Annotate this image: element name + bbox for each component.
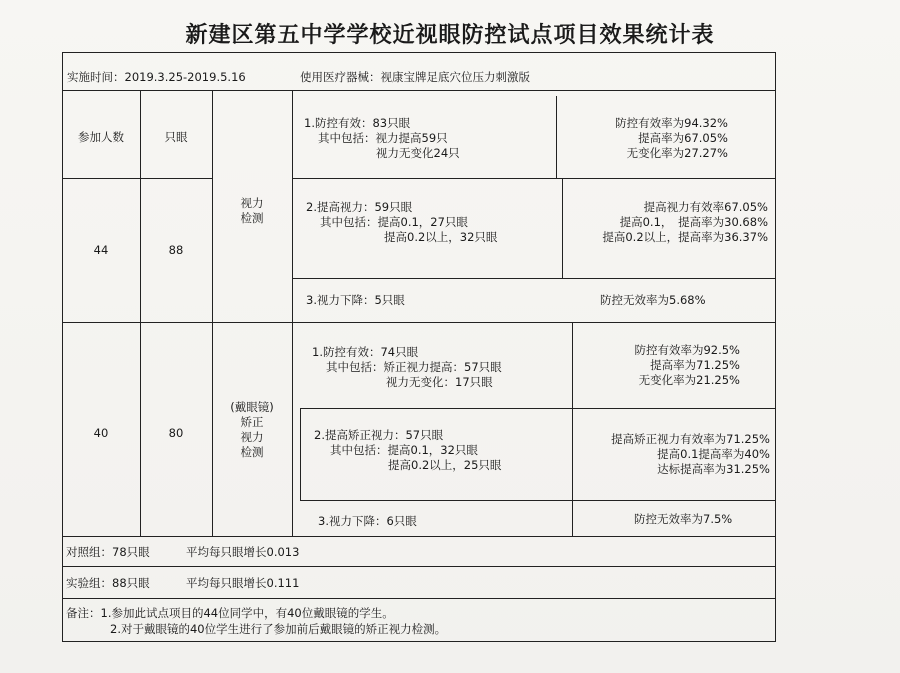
- g1-r1-desc: 视力无变化24只: [376, 146, 460, 160]
- row-divider: [62, 536, 776, 537]
- g2-r3-rate: 防控无效率为7.5%: [634, 512, 733, 526]
- col-divider: [140, 90, 141, 536]
- col-divider: [572, 408, 573, 536]
- g2-r2-rate: 提高0.1提高率为40%: [657, 447, 770, 461]
- g1-r3-rate: 防控无效率为5.68%: [600, 293, 706, 307]
- g1-r1-rate: 提高率为67.05%: [638, 131, 728, 145]
- group2-eyes: 80: [168, 426, 184, 440]
- col-divider: [556, 96, 557, 178]
- experiment-growth: 平均每只眼增长0.111: [186, 576, 300, 590]
- group2-category: 检测: [240, 445, 264, 459]
- row-divider: [62, 90, 776, 91]
- col-divider: [572, 322, 573, 408]
- g2-r1-rate: 无变化率为21.25%: [638, 373, 740, 387]
- row-divider: [62, 322, 776, 323]
- col-divider: [300, 408, 301, 500]
- g1-r2-rate: 提高视力有效率67.05%: [643, 200, 768, 214]
- g1-r1-rate: 防控有效率为94.32%: [615, 116, 728, 130]
- group2-category: 视力: [240, 430, 264, 444]
- medical-device: 使用医疗器械：视康宝牌足底穴位压力刺激版: [300, 70, 530, 84]
- g2-r1-rate: 防控有效率为92.5%: [634, 343, 740, 357]
- row-divider: [62, 566, 776, 567]
- g2-r1-desc: 视力无变化：17只眼: [386, 375, 493, 389]
- row-divider: [300, 408, 776, 409]
- g2-r2-desc: 其中包括：提高0.1，32只眼: [330, 443, 478, 457]
- control-growth: 平均每只眼增长0.013: [186, 545, 300, 559]
- group1-eyes: 88: [168, 243, 184, 257]
- g1-r1-rate: 无变化率为27.27%: [626, 146, 728, 160]
- g1-r2-rate: 提高0.2以上，提高率为36.37%: [602, 230, 768, 244]
- g2-r1-desc: 其中包括：矫正视力提高：57只眼: [326, 360, 502, 374]
- group1-category: 视力: [240, 196, 264, 210]
- group1-participants: 44: [93, 243, 109, 257]
- header-participants: 参加人数: [78, 130, 124, 144]
- header-eyes: 只眼: [164, 130, 188, 144]
- g2-r1-desc: 1.防控有效：74只眼: [312, 345, 419, 359]
- row-divider: [300, 500, 776, 501]
- col-divider: [212, 90, 213, 536]
- g1-r2-rate: 提高0.1， 提高率为30.68%: [619, 215, 768, 229]
- row-divider: [62, 178, 212, 179]
- g1-r2-desc: 其中包括：提高0.1，27只眼: [320, 215, 468, 229]
- col-divider: [292, 90, 293, 536]
- control-group: 对照组：78只眼: [66, 545, 150, 559]
- g1-r2-desc: 提高0.2以上，32只眼: [384, 230, 498, 244]
- g1-r1-desc: 其中包括：视力提高59只: [318, 131, 448, 145]
- g2-r3-desc: 3.视力下降：6只眼: [318, 514, 417, 528]
- g2-r2-desc: 2.提高矫正视力：57只眼: [314, 428, 444, 442]
- g1-r3-desc: 3.视力下降：5只眼: [306, 293, 405, 307]
- group2-category: 矫正: [240, 415, 264, 429]
- group2-category: (戴眼镜): [230, 400, 274, 414]
- group2-participants: 40: [93, 426, 109, 440]
- row-divider: [292, 178, 776, 179]
- g1-r1-desc: 1.防控有效：83只眼: [304, 116, 411, 130]
- row-divider: [62, 598, 776, 599]
- g1-r2-desc: 2.提高视力：59只眼: [306, 200, 413, 214]
- g2-r1-rate: 提高率为71.25%: [650, 358, 740, 372]
- group1-category: 检测: [240, 211, 264, 225]
- g2-r2-desc: 提高0.2以上，25只眼: [388, 458, 502, 472]
- g2-r2-rate: 提高矫正视力有效率为71.25%: [611, 432, 770, 446]
- page-title: 新建区第五中学学校近视眼防控试点项目效果统计表: [185, 22, 715, 48]
- notes-line: 2.对于戴眼镜的40位学生进行了参加前后戴眼镜的矫正视力检测。: [110, 622, 447, 636]
- implementation-period: 实施时间：2019.3.25-2019.5.16: [67, 70, 246, 84]
- experiment-group: 实验组：88只眼: [66, 576, 150, 590]
- row-divider: [292, 278, 776, 279]
- col-divider: [562, 178, 563, 278]
- g2-r2-rate: 达标提高率为31.25%: [657, 462, 770, 476]
- notes-line: 备注：1.参加此试点项目的44位同学中，有40位戴眼镜的学生。: [66, 606, 394, 620]
